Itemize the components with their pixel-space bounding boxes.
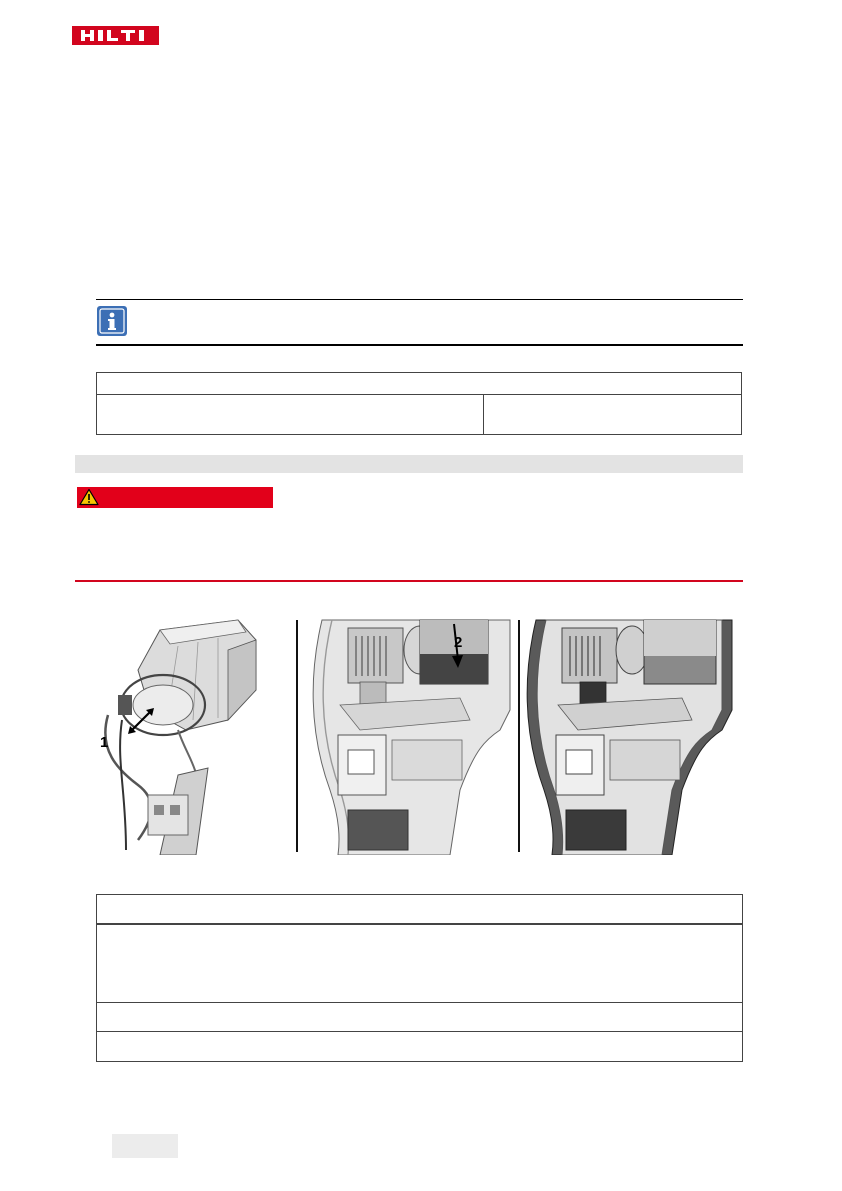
section-red-rule bbox=[75, 580, 743, 582]
info-table-cell bbox=[97, 395, 484, 434]
section-heading-bar bbox=[75, 455, 743, 473]
procedure-table-row bbox=[97, 1032, 742, 1061]
procedure-table-row bbox=[97, 925, 742, 1003]
figure-panel-housing-assembled bbox=[522, 610, 743, 855]
info-box-bottom-rule bbox=[96, 344, 743, 346]
info-table bbox=[96, 372, 742, 435]
procedure-table-row bbox=[97, 1003, 742, 1032]
warning-triangle-icon bbox=[79, 488, 99, 506]
page-number-box bbox=[112, 1134, 178, 1158]
figure-panel-housing-insert bbox=[300, 610, 514, 855]
procedure-table-header bbox=[97, 895, 742, 925]
figure-divider bbox=[296, 620, 298, 852]
callout-label-2: 2 bbox=[454, 634, 463, 651]
warning-label bbox=[77, 487, 273, 508]
procedure-table bbox=[96, 894, 743, 1062]
info-table-cell bbox=[484, 395, 741, 434]
info-table-header bbox=[97, 373, 741, 395]
assembly-figure bbox=[78, 610, 743, 855]
info-icon bbox=[97, 306, 127, 336]
hilti-logo bbox=[72, 26, 159, 45]
info-box-top-rule bbox=[96, 299, 743, 300]
figure-divider bbox=[518, 620, 520, 852]
callout-label-1: 1 bbox=[100, 734, 109, 751]
figure-panel-motor-assembly bbox=[78, 610, 290, 855]
